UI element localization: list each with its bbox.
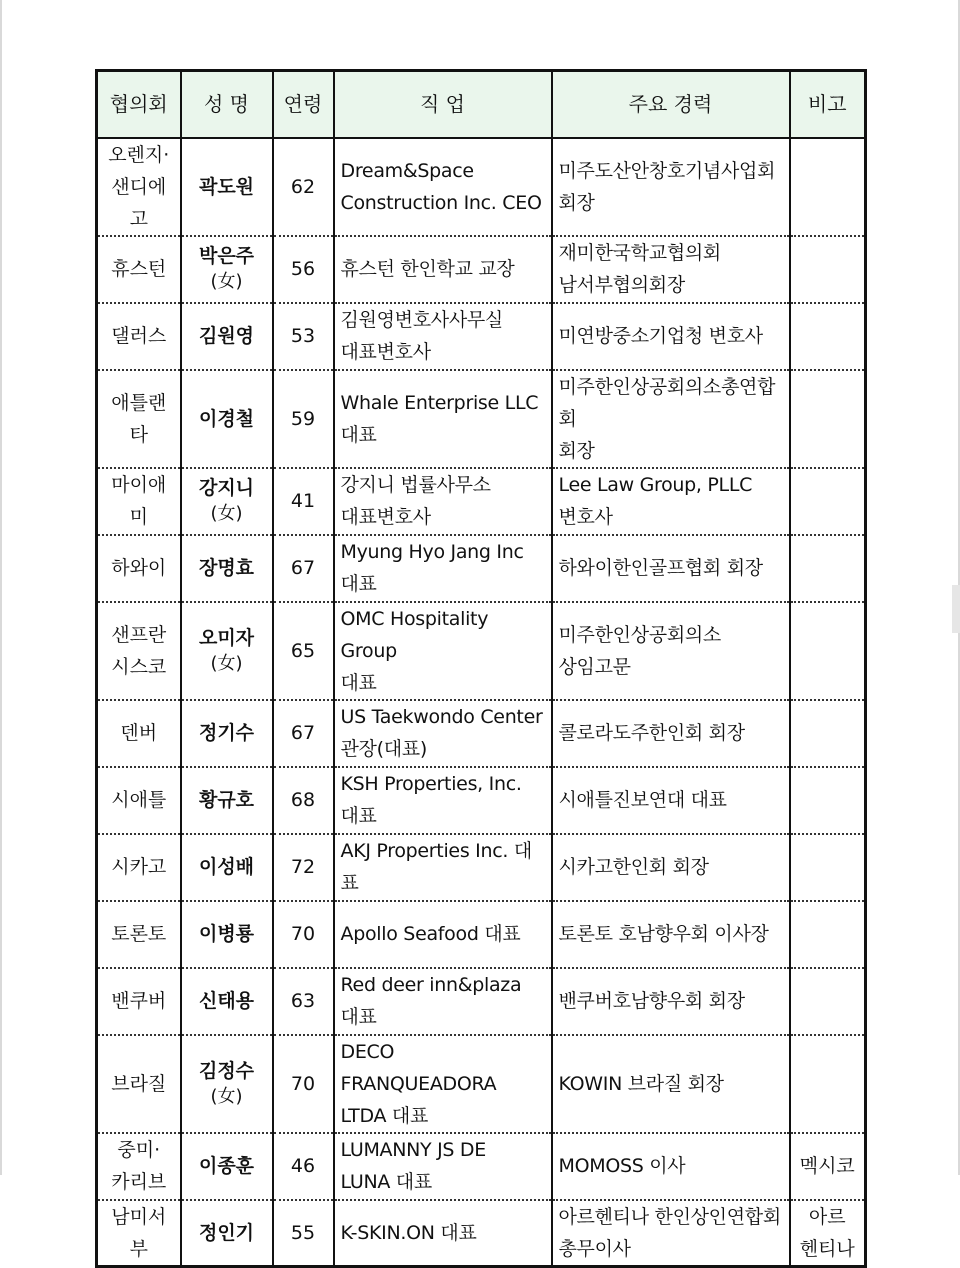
cell-age: 72 [273, 834, 334, 901]
cell-assoc: 밴쿠버 [97, 968, 181, 1035]
cell-note [790, 834, 866, 901]
header-assoc: 협의회 [97, 71, 181, 138]
cell-age: 56 [273, 236, 334, 303]
cell-career: Lee Law Group, PLLC 변호사 [552, 468, 790, 535]
header-job: 직 업 [334, 71, 552, 138]
cell-assoc: 덴버 [97, 700, 181, 767]
cell-note [790, 468, 866, 535]
cell-assoc: 중미· 카리브 [97, 1133, 181, 1200]
member-name: 정인기 [198, 1221, 255, 1244]
cell-job: 김원영변호사사무실 대표변호사 [334, 303, 552, 370]
cell-assoc: 토론토 [97, 901, 181, 968]
cell-assoc: 남미서부 [97, 1200, 181, 1267]
scroll-indicator [952, 585, 960, 633]
gender-note: (女) [210, 1085, 243, 1107]
member-name: 이성배 [198, 856, 255, 878]
cell-note [790, 767, 866, 834]
cell-assoc: 오렌지· 샌디에고 [97, 138, 181, 236]
cell-age: 68 [273, 767, 334, 834]
cell-career: 시카고한인회 회장 [552, 834, 790, 901]
table-row [97, 767, 866, 834]
table-row [97, 535, 866, 602]
cell-note [790, 535, 866, 602]
council-roster-table [95, 69, 867, 1268]
member-name: 정기수 [198, 722, 255, 744]
cell-name [181, 535, 273, 602]
cell-note [790, 901, 866, 968]
member-name: 장명효 [198, 557, 255, 579]
cell-age: 62 [273, 138, 334, 236]
cell-assoc: 시애틀 [97, 767, 181, 834]
table-row [97, 1200, 866, 1267]
cell-career: 재미한국학교협의회 남서부협의회장 [552, 236, 790, 303]
header-career: 주요 경력 [552, 71, 790, 138]
cell-age: 59 [273, 370, 334, 468]
cell-career: 아르헨티나 한인상인연합회 총무이사 [552, 1200, 790, 1267]
cell-career: MOMOSS 이사 [552, 1133, 790, 1200]
cell-job: K-SKIN.ON 대표 [334, 1200, 552, 1267]
table-row [97, 303, 866, 370]
cell-name [181, 700, 273, 767]
cell-note [790, 138, 866, 236]
cell-career: 미주한인상공회의소 상임고문 [552, 602, 790, 700]
member-name: 김원영 [198, 325, 255, 347]
member-name: 이경철 [198, 407, 255, 430]
table-row [97, 1133, 866, 1200]
cell-note [790, 602, 866, 700]
member-name: 곽도원 [198, 175, 255, 198]
cell-career: 밴쿠버호남향우회 회장 [552, 968, 790, 1035]
member-name: 강지니 [198, 477, 255, 499]
cell-assoc: 애틀랜타 [97, 370, 181, 468]
cell-assoc: 휴스턴 [97, 236, 181, 303]
cell-job: Myung Hyo Jang Inc 대표 [334, 535, 552, 602]
table-row [97, 602, 866, 700]
cell-name [181, 468, 273, 535]
cell-note [790, 1035, 866, 1133]
cell-job: KSH Properties, Inc. 대표 [334, 767, 552, 834]
cell-name [181, 901, 273, 968]
cell-career: 미주도산안창호기념사업회 회장 [552, 138, 790, 236]
table-row [97, 901, 866, 968]
member-name: 신태용 [198, 990, 255, 1012]
member-name: 이병룡 [198, 923, 255, 945]
cell-job: AKJ Properties Inc. 대표 [334, 834, 552, 901]
cell-job: Apollo Seafood 대표 [334, 901, 552, 968]
cell-name [181, 1035, 273, 1133]
cell-age: 70 [273, 901, 334, 968]
table-body [97, 138, 866, 1267]
cell-career: 토론토 호남향우회 이사장 [552, 901, 790, 968]
cell-career: 미주한인상공회의소총연합회 회장 [552, 370, 790, 468]
cell-job: Red deer inn&plaza 대표 [334, 968, 552, 1035]
cell-name [181, 303, 273, 370]
cell-note [790, 303, 866, 370]
cell-career: 시애틀진보연대 대표 [552, 767, 790, 834]
cell-age: 41 [273, 468, 334, 535]
cell-age: 46 [273, 1133, 334, 1200]
cell-note [790, 370, 866, 468]
cell-name [181, 968, 273, 1035]
cell-name [181, 1200, 273, 1267]
cell-age: 63 [273, 968, 334, 1035]
table-row [97, 370, 866, 468]
cell-assoc: 샌프란 시스코 [97, 602, 181, 700]
member-name: 이종훈 [198, 1155, 255, 1177]
table-row [97, 236, 866, 303]
gender-note: (女) [210, 271, 243, 292]
cell-age: 53 [273, 303, 334, 370]
cell-job: LUMANNY JS DE LUNA 대표 [334, 1133, 552, 1200]
cell-note [790, 968, 866, 1035]
member-name: 황규호 [198, 789, 255, 811]
table-row [97, 1035, 866, 1133]
table-row [97, 834, 866, 901]
cell-assoc: 시카고 [97, 834, 181, 901]
cell-note [790, 700, 866, 767]
member-name: 박은주 [198, 245, 255, 267]
cell-job: DECO FRANQUEADORA LTDA 대표 [334, 1035, 552, 1133]
gender-note: (女) [210, 503, 243, 524]
gender-note: (女) [210, 652, 243, 674]
table-row [97, 968, 866, 1035]
cell-assoc: 댈러스 [97, 303, 181, 370]
cell-career: 하와이한인골프협회 회장 [552, 535, 790, 602]
cell-assoc: 마이애미 [97, 468, 181, 535]
cell-job: 강지니 법률사무소 대표변호사 [334, 468, 552, 535]
page-edge-left [0, 0, 2, 1175]
cell-name [181, 767, 273, 834]
cell-name [181, 370, 273, 468]
header-age: 연령 [273, 71, 334, 138]
header-note: 비고 [790, 71, 866, 138]
cell-age: 65 [273, 602, 334, 700]
cell-note: 아르 헨티나 [790, 1200, 866, 1267]
table-row [97, 700, 866, 767]
cell-job: OMC Hospitality Group 대표 [334, 602, 552, 700]
cell-name [181, 602, 273, 700]
cell-assoc: 하와이 [97, 535, 181, 602]
table-row [97, 138, 866, 236]
cell-job: Dream&Space Construction Inc. CEO [334, 138, 552, 236]
cell-job: 휴스턴 한인학교 교장 [334, 236, 552, 303]
table-row [97, 468, 866, 535]
cell-name [181, 834, 273, 901]
member-name: 오미자 [198, 626, 255, 649]
cell-name [181, 1133, 273, 1200]
header-name: 성 명 [181, 71, 273, 138]
cell-note [790, 236, 866, 303]
cell-note: 멕시코 [790, 1133, 866, 1200]
cell-age: 70 [273, 1035, 334, 1133]
cell-name [181, 236, 273, 303]
member-name: 김정수 [198, 1059, 255, 1082]
cell-job: US Taekwondo Center 관장(대표) [334, 700, 552, 767]
cell-age: 67 [273, 700, 334, 767]
cell-name [181, 138, 273, 236]
cell-age: 67 [273, 535, 334, 602]
cell-career: 콜로라도주한인회 회장 [552, 700, 790, 767]
table-header-row [97, 71, 866, 138]
cell-career: 미연방중소기업청 변호사 [552, 303, 790, 370]
cell-job: Whale Enterprise LLC 대표 [334, 370, 552, 468]
cell-assoc: 브라질 [97, 1035, 181, 1133]
cell-age: 55 [273, 1200, 334, 1267]
cell-career: KOWIN 브라질 회장 [552, 1035, 790, 1133]
